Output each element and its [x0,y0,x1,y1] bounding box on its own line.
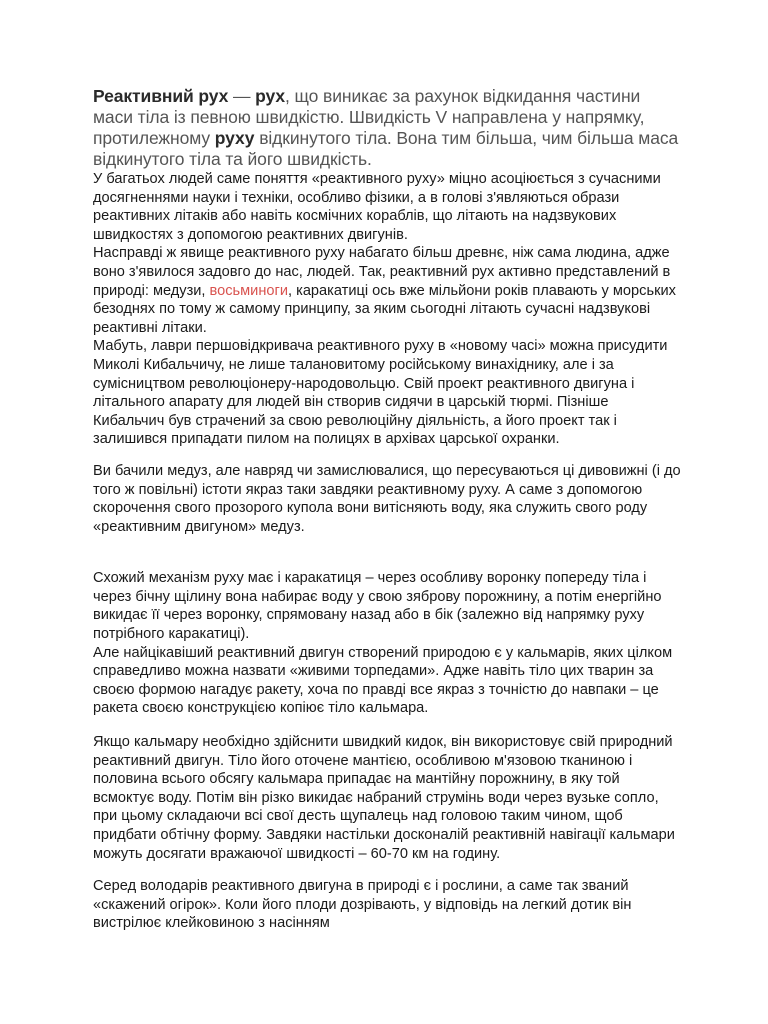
paragraph-mad-cucumber: Серед володарів реактивного двигуна в природі є і рослини, а саме так званий «скажений огірок». Коли його плоди дозрівають, у відповідь на легкий дотик він вистрілює клейковиною з насінням [93,878,632,932]
intro-text-part2: відкинутого тіла. Вона тим більша, чим більша маса відкинутого тіла та його швидкість. [93,128,679,169]
intro-dash: — [228,86,256,106]
octopus-link[interactable]: восьминоги [209,282,288,299]
paragraph-nature-text1: Насправді ж явище реактивного руху набагато більш древнє, ніж сама людина, адже воно з'явилося задовго до нас, людей. Так, реактивний рух активно представлений в природі: медузи, [93,245,671,299]
intro-definition [93,86,683,170]
paragraph-nature [93,244,683,337]
paragraph-squid-engine: Якщо кальмару необхідно здійснити швидкий кидок, він використовує свій природний реактивний двигун. Тіло його оточене мантією, особливою м'язовою тканиною і половина всього обсягу кальмара припадає на мантійну порожнину, в яку той всмоктує воду. Потім він різко викидає набраний струмінь води через вузьке сопло, при цьому складаючи всі свої десть щупалець над головою таким чином, щоб придбати обтічну форму. Завдяки настільки досконалій реактивній навігації кальмари можуть досягати вражаючої швидкості – 60-70 км на годину. [93,734,675,862]
paragraph-jellyfish: Ви бачили медуз, але навряд чи замислювалися, що пересуваються ці дивовижні (і до того ж повільні) істоти якраз таки завдяки реактивному руху. А саме з допомогою скорочення свого прозорого купола вони витісняють воду, яка служить свого роду «реактивним двигуном» медуз. [93,462,681,535]
paragraph-kibalchich: Мабуть, лаври першовідкривача реактивного руху в «новому часі» можна присудити Миколі Кибальчичу, не лише талановитому російському винахіднику, але і за сумісництвом революціонеру-народовольцю. Свій проект реактивного двигуна і літального апарату для людей він створив сидячи в царській тюрмі. Пізніше Кибальчич був страчений за свою революційну діяльність, а його проект так і залишився припадати пилом на полицях в архівах царської охранки. [93,338,668,448]
intro-text-part1: , що виникає за рахунок відкидання частини маси тіла із певною швидкістю. Швидкість V направлена у напрямку, протилежному [93,86,645,148]
document-page [93,86,683,933]
paragraph-nature-text2: , каракатиці ось вже мільйони років плавають у морських безоднях по тому ж самому принципу, за яким сьогодні літають сучасні надзвукові реактивні літаки. [93,282,676,336]
term-reactive-motion: Реактивний рух [93,86,229,106]
paragraph-associations: У багатьох людей саме поняття «реактивного руху» міцно асоціюється з сучасними досягненнями науки і техніки, особливо фізики, а в голові з'являються образи реактивних літаків або навіть космічних кораблів, що літають на надзвукових швидкостях з допомогою реактивних двигунів. [93,171,661,243]
paragraph-cuttlefish: Схожий механізм руху має і каракатиця – через особливу воронку попереду тіла і через бічну щілину вона набирає воду у свою зяброву порожнину, а потім енергійно викидає її через воронку, спрямовану назад або в бік (залежно від напрямку руху потрібного каракатиці). [93,570,662,643]
term-motion: рух [255,86,286,106]
term-motion-2: руху [214,128,255,148]
paragraph-squid-torpedo: Але найцікавіший реактивний двигун створений природою є у кальмарів, яких цілком справедливо можна назвати «живими торпедами». Адже навіть тіло цих тварин за своєю формою нагадує ракету, хоча по правді все якраз з точністю до навпаки – це ракета своєю конструкцією копіює тіло кальмара. [93,644,673,717]
